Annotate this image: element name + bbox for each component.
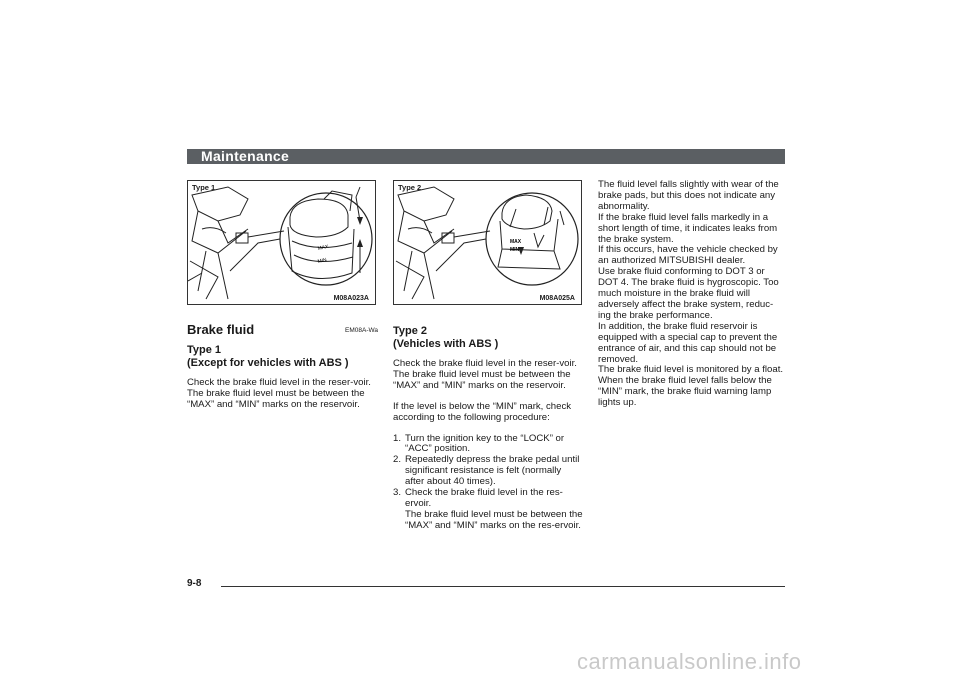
right-paragraph-1: The fluid level falls slightly with wear of the brake pads, but this does not indicate any abnormality. [598, 179, 779, 212]
procedure-step: 1. Turn the ignition key to the “LOCK” or “ACC” position. [393, 432, 565, 455]
type1-max-mark: MAX [317, 243, 330, 252]
type1-heading-line2: (Except for vehicles with ABS ) [187, 356, 349, 369]
figure-type2-label: Type 2 [398, 183, 422, 192]
section-header-title: Maintenance [201, 148, 290, 164]
right-paragraph-2: If the brake fluid level falls markedly in a short length of time, it indicates leaks from the brake system. [598, 211, 778, 245]
type1-heading-line1: Type 1 [187, 344, 222, 356]
watermark: carmanualsonline.info [577, 649, 802, 674]
middle-paragraph-2: The brake fluid level must be between the “MAX” and “MIN” marks on the reservoir. [393, 368, 571, 391]
right-paragraph-4: Use brake fluid conforming to DOT 3 or DOT 4. The brake fluid is hygroscopic. Too much moisture in the brake fluid will adversely affect the brake system, reduc-ing the brake performance. [598, 266, 779, 321]
page-number: 9-8 [187, 578, 202, 589]
footer-divider [221, 586, 785, 587]
procedure-step-3-note: The brake fluid level must be between the “MAX” and “MIN” marks on the res-ervoir. [405, 508, 583, 531]
type2-max-mark: MAX [510, 239, 522, 245]
figure-type1-code: M08A023A [333, 295, 369, 302]
middle-paragraph-1: Check the brake fluid level in the reser-voir. [393, 358, 577, 369]
figure-type2-illustration [394, 181, 581, 304]
right-column [598, 180, 786, 409]
right-paragraph-6: The brake fluid level is monitored by a float. When the brake fluid level falls below the “MIN” mark, the brake fluid warning lamp lights up. [598, 364, 784, 409]
left-column [187, 344, 377, 411]
type2-heading-line1: Type 2 [393, 325, 428, 337]
middle-paragraph-3: If the level is below the “MIN” mark, check according to the following procedure: [393, 400, 572, 423]
right-paragraph-5: In addition, the brake fluid reservoir is equipped with a special cap to prevent the entrance of air, and this cap should not be removed. [598, 320, 778, 365]
middle-column [393, 325, 583, 532]
section-header-bar [187, 149, 785, 164]
type2-heading-line2: (Vehicles with ABS ) [393, 337, 499, 350]
section-title: Brake fluid [187, 322, 255, 337]
left-paragraph-1: Check the brake fluid level in the reser-voir. [187, 377, 371, 388]
right-paragraph-3: If this occurs, have the vehicle checked by an authorized MITSUBISHI dealer. [598, 244, 778, 267]
procedure-step: 2. Repeatedly depress the brake pedal until significant resistance is felt (normally after about 40 times). [393, 454, 580, 488]
section-code: EM08A-Wa [345, 327, 378, 334]
figure-type2-code: M08A025A [539, 295, 575, 302]
type2-min-mark: MIN [510, 247, 520, 253]
left-paragraph-2: The brake fluid level must be between the “MAX” and “MIN” marks on the reservoir. [187, 387, 365, 410]
figure-type2 [393, 180, 582, 305]
procedure-step: 3. Check the brake fluid level in the res-ervoir. The brake fluid level must be between the “MAX” and “MIN” marks on the res-ervoir. [393, 487, 583, 531]
figure-type1 [187, 180, 376, 305]
figure-type1-label: Type 1 [192, 183, 216, 192]
procedure-list [393, 434, 583, 532]
figure-type1-illustration [188, 181, 375, 304]
type1-min-mark: MIN [317, 257, 328, 265]
